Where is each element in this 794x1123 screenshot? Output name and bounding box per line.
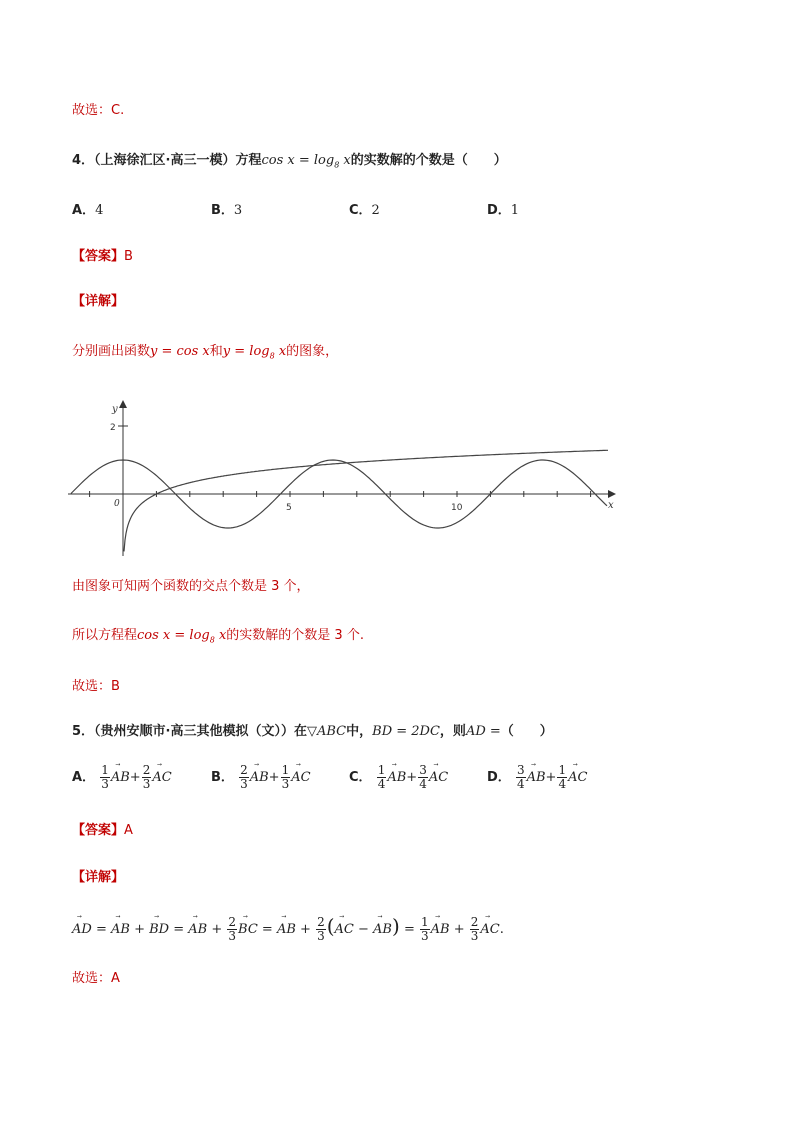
question-5-option-a: A． $\frac{1}{3}$ ⃗ AB+ $\frac{2}{3}$ ⃗ AC — [72, 764, 172, 791]
question-5-derivation: ⃗ AD = ⃗ AB + ⃗ BD = ⃗ AB + $\frac{2}{3}$ ⃗ BC = ⃗ AB + $\frac{2}{3}$ (⃗ AC − ⃗ AB) = $\frac{1}{3}$ ⃗ AB + $\frac{2}{3}$ ⃗ AC. — [72, 912, 504, 944]
question-4-option-b: B．3 — [211, 203, 243, 218]
question-5-stem: 5．（贵州安顺市·高三其他模拟（文））在▽ABC中，BD = 2DC，则AD =（ ） — [72, 724, 553, 739]
question-4-stem — [72, 152, 507, 175]
x-axis-label: x — [608, 500, 614, 511]
question-5-detail-label: 【详解】 — [72, 870, 125, 885]
log-curve — [124, 450, 608, 551]
origin-label: 0 — [114, 499, 120, 509]
question-4-option-c: C．2 — [349, 203, 380, 218]
question-5-final: 故选：A — [72, 971, 120, 986]
x-axis-arrow — [608, 490, 616, 498]
question-5-answer: 【答案】A — [72, 823, 133, 838]
x-tick-label-10: 10 — [451, 503, 463, 513]
question-5-option-c: C． $\frac{1}{4}$ ⃗ AB+ $\frac{3}{4}$ ⃗ AC — [349, 764, 448, 791]
question-4-detail-line-1: 分别画出函数y = cos x和$y = \log_8 x$的图象， — [72, 344, 339, 361]
question-4-answer: 【答案】B — [72, 249, 133, 264]
question-4-final: 故选：B — [72, 679, 120, 694]
question-4-detail-line-3: 所以方程程$\cos x = \log_8 x$的实数解的个数是 3 个. — [72, 628, 364, 645]
y-axis-arrow — [119, 400, 127, 408]
y-axis-label: y — [112, 404, 118, 415]
x-tick-label-5: 5 — [286, 503, 292, 513]
previous-answer: 故选：C. — [72, 103, 125, 118]
question-5-option-d: D． $\frac{3}{4}$ ⃗ AB+ $\frac{1}{4}$ ⃗ AC — [487, 764, 587, 791]
question-4-option-d: D．1 — [487, 203, 520, 218]
y-tick-label-2: 2 — [110, 423, 116, 433]
function-graph — [68, 398, 618, 558]
question-4-detail-label: 【详解】 — [72, 294, 125, 309]
question-4-detail-line-2: 由图象可知两个函数的交点个数是 3 个， — [72, 579, 310, 594]
question-4-source: 4．（上海徐汇区·高三一模）方程 — [72, 153, 262, 168]
question-4-equation: $\cos x = \log_8 x$ — [261, 153, 351, 170]
question-4-option-a: A．4 — [72, 203, 104, 218]
question-4-tail: 的实数解的个数是（ ） — [350, 153, 507, 168]
question-5-option-b: B． $\frac{2}{3}$ ⃗ AB+ $\frac{1}{3}$ ⃗ AC — [211, 764, 311, 791]
